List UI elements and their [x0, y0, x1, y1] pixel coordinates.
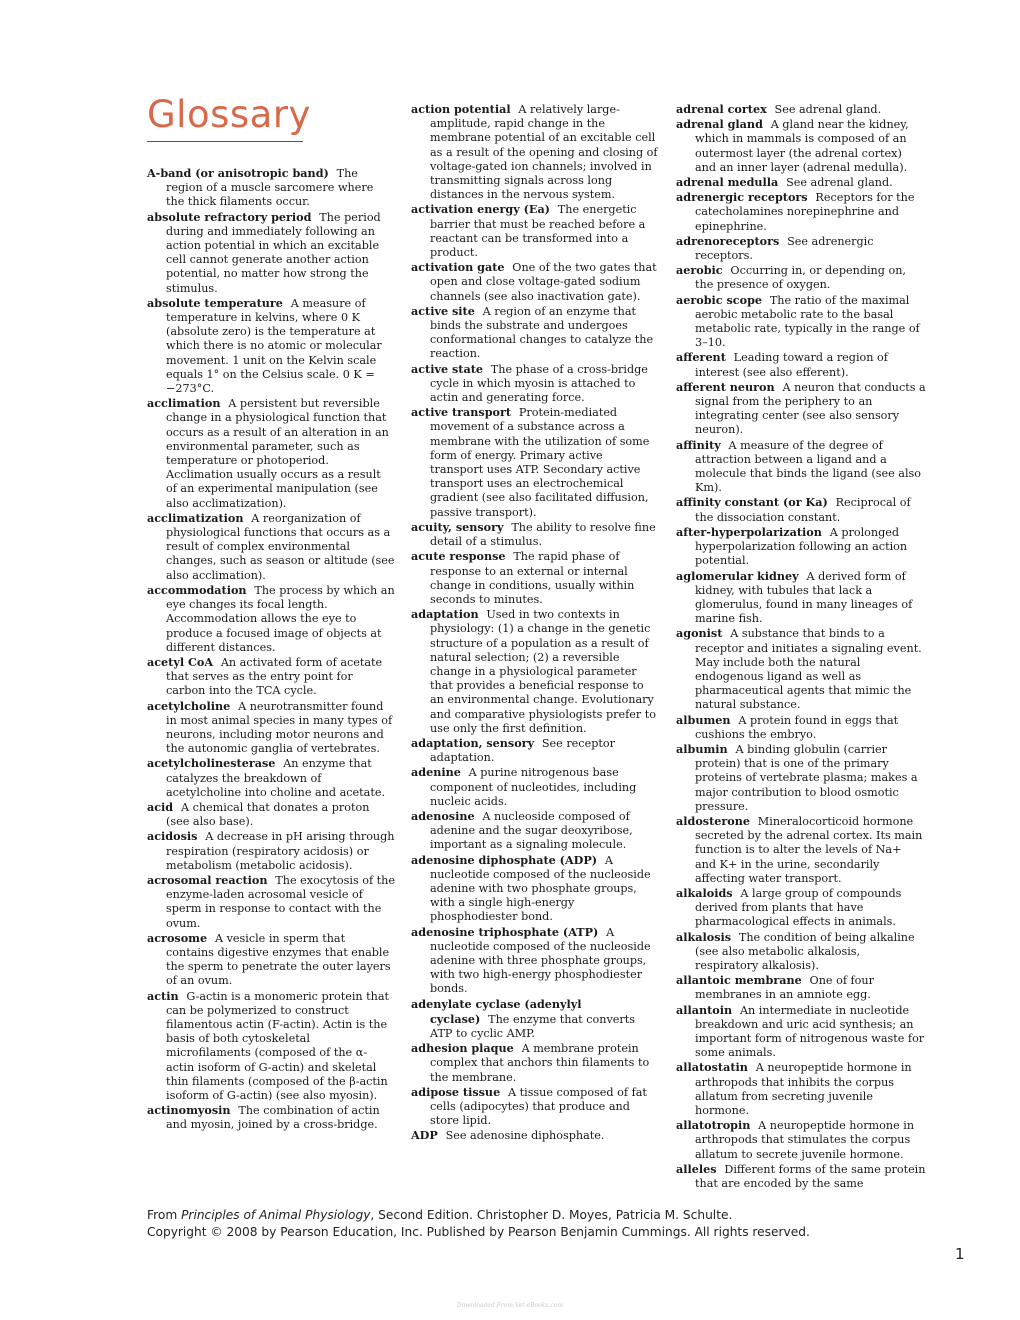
glossary-definition: One of the two gates that open and close voltage-gated sodium channels (see also inactivation gate).: [430, 261, 657, 303]
glossary-definition: An enzyme that catalyzes the breakdown of acetylcholine into choline and acetate.: [166, 757, 385, 799]
source-line: From Principles of Animal Physiology, Second Edition. Christopher D. Moyes, Patricia M. Schulte.: [147, 1208, 733, 1222]
glossary-definition: A binding globulin (carrier protein) that is one of the primary proteins of vertebrate plasma; makes a major contribution to blood osmotic pressure.: [695, 742, 918, 813]
glossary-entry: [411, 1128, 659, 1143]
glossary-definition: A persistent but reversible change in a physiological function that occurs as a result of an alteration in an environmental parameter, such as temperature or photoperiod. Acclimation usually occurs as a result of an experimental manipulation (see also acclimatization).: [166, 397, 389, 510]
glossary-term: adrenal medulla: [676, 175, 779, 190]
glossary-entry: [147, 583, 395, 655]
glossary-entry: [676, 293, 926, 351]
glossary-definition: A region of an enzyme that binds the substrate and undergoes conformational changes to catalyze the reaction.: [430, 304, 654, 361]
glossary-term: acclimatization: [147, 510, 244, 525]
glossary-entry: [676, 380, 926, 438]
glossary-definition: The region of a muscle sarcomere where the thick filaments occur.: [166, 167, 374, 209]
page-title: Glossary: [147, 93, 311, 136]
glossary-definition: The phase of a cross-bridge cycle in which myosin is attached to actin and generating force.: [430, 362, 648, 405]
glossary-entry: [411, 809, 659, 853]
glossary-entry: [411, 736, 659, 765]
glossary-term: affinity: [676, 437, 721, 452]
glossary-definition: See receptor adaptation.: [430, 736, 615, 765]
glossary-term: allatostatin: [676, 1060, 748, 1075]
glossary-term: alleles: [676, 1161, 717, 1176]
glossary-term: adenosine diphosphate (ADP): [411, 852, 598, 867]
glossary-term: acrosome: [147, 930, 208, 945]
page-number: 1: [955, 1245, 965, 1263]
glossary-entry: [676, 930, 926, 974]
glossary-entry: [676, 1060, 926, 1118]
glossary-term: adhesion plaque: [411, 1041, 514, 1056]
glossary-entry: [411, 1085, 659, 1129]
glossary-definition: A chemical that donates a proton (see also base).: [166, 800, 370, 829]
glossary-definition: A relatively large-amplitude, rapid change in the membrane potential of an excitable cell as a result of the opening and closing of voltage-gated ion channels; involved in transmitting signals across long distances in the nervous system.: [430, 103, 658, 202]
glossary-entry: [147, 1103, 395, 1132]
glossary-definition: A membrane protein complex that anchors thin filaments to the membrane.: [430, 1042, 650, 1084]
glossary-entry: [411, 925, 659, 997]
glossary-term: actin: [147, 988, 179, 1003]
glossary-definition: See adrenal gland.: [774, 103, 882, 116]
glossary-definition: Reciprocal of the dissociation constant.: [695, 496, 911, 524]
glossary-term: adaptation, sensory: [411, 735, 535, 750]
glossary-entry: [676, 117, 926, 175]
glossary-entry: [676, 973, 926, 1002]
glossary-term: ADP: [411, 1128, 438, 1143]
glossary-entry: [676, 102, 926, 117]
glossary-term: active site: [411, 303, 475, 318]
glossary-definition: The process by which an eye changes its focal length. Accommodation allows the eye to produce a focused image of objects at different distances.: [166, 583, 395, 654]
glossary-definition: A nucleoside composed of adenine and the sugar deoxyribose, important as a signaling molecule.: [430, 809, 633, 852]
glossary-term: action potential: [411, 102, 511, 116]
glossary-definition: The enzyme that converts ATP to cyclic AMP.: [430, 1012, 635, 1040]
glossary-entry: [676, 525, 926, 569]
glossary-entry: [676, 569, 926, 627]
glossary-definition: Used in two contexts in physiology: (1) a change in the genetic structure of a population as a result of natural selection; (2) a reversible change in a physiological parameter that provides a beneficial response to an environmental change. Evolutionary and comparative physiologists prefer to use only the first definition.: [430, 608, 656, 735]
glossary-term: allantoic membrane: [676, 973, 802, 988]
glossary-entry: [676, 742, 926, 814]
glossary-entry: [147, 396, 395, 511]
glossary-term: acidosis: [147, 829, 198, 844]
glossary-term: after-hyperpolarization: [676, 524, 822, 539]
glossary-term: adenine: [411, 765, 461, 780]
glossary-entry: [676, 814, 926, 886]
glossary-entry: [147, 166, 395, 210]
glossary-entry: [676, 350, 926, 379]
glossary-definition: A substance that binds to a receptor and initiates a signaling event. May include both the natural endogenous ligand as well as pharmaceutical agents that mimic the natural substance.: [695, 627, 922, 712]
glossary-column-2: [411, 102, 659, 1144]
glossary-definition: A purine nitrogenous base component of nucleotides, including nucleic acids.: [430, 766, 637, 808]
glossary-definition: A neuron that conducts a signal from the periphery to an integrating center (see also sensory neuron).: [695, 380, 926, 437]
glossary-term: acclimation: [147, 396, 221, 411]
glossary-entry: [411, 853, 659, 925]
glossary-term: adaptation: [411, 607, 479, 622]
glossary-term: afferent neuron: [676, 379, 775, 394]
glossary-term: afferent: [676, 350, 726, 365]
glossary-term: allantoin: [676, 1002, 733, 1017]
glossary-term: actinomyosin: [147, 1103, 231, 1118]
glossary-entry: [147, 873, 395, 931]
glossary-term: accommodation: [147, 582, 247, 597]
glossary-term: absolute temperature: [147, 295, 283, 310]
glossary-entry: [147, 655, 395, 699]
glossary-term: aglomerular kidney: [676, 568, 799, 583]
glossary-term: alkaloids: [676, 885, 733, 900]
glossary-term: albumin: [676, 741, 728, 756]
glossary-term: adenosine: [411, 808, 475, 823]
glossary-entry: [411, 520, 659, 549]
glossary-definition: A gland near the kidney, which in mammals is composed of an outermost layer (the adrenal cortex) and an inner layer (adrenal medulla).: [695, 118, 909, 174]
glossary-definition: A derived form of kidney, with tubules that lack a glomerulus, found in many lineages of marine fish.: [695, 569, 913, 626]
glossary-definition: Receptors for the catecholamines norepinephrine and epinephrine.: [695, 191, 915, 233]
glossary-term: absolute refractory period: [147, 209, 312, 224]
glossary-entry: [147, 931, 395, 989]
glossary-definition: A decrease in pH arising through respiration (respiratory acidosis) or metabolism (metabolic acidosis).: [166, 830, 395, 872]
glossary-definition: A vesicle in sperm that contains digestive enzymes that enable the sperm to penetrate the outer layers of an ovum.: [166, 931, 391, 988]
glossary-term: agonist: [676, 626, 723, 641]
glossary-definition: A nucleotide composed of the nucleoside adenine with three phosphate groups, with two high-energy phosphodiester bonds.: [430, 925, 651, 996]
book-title: Principles of Animal Physiology: [181, 1208, 371, 1222]
glossary-term: adrenergic receptors: [676, 190, 808, 205]
glossary-definition: A neuropeptide hormone in arthropods that stimulates the corpus allatum to secrete juvenile hormone.: [695, 1119, 915, 1161]
glossary-term: aerobic: [676, 263, 723, 278]
glossary-definition: A prolonged hyperpolarization following an action potential.: [695, 525, 908, 568]
glossary-term: adipose tissue: [411, 1084, 501, 1099]
glossary-entry: [147, 756, 395, 800]
title-underline: [147, 141, 303, 142]
glossary-term: aerobic scope: [676, 292, 763, 307]
glossary-definition: An activated form of acetate that serves as the entry point for carbon into the TCA cycle.: [166, 655, 383, 698]
glossary-entry: [676, 1162, 926, 1191]
download-watermark: Downloaded From Vet-eBooks.com: [456, 1302, 564, 1309]
glossary-definition: Occurring in, or depending on, the presence of oxygen.: [695, 264, 906, 292]
glossary-definition: The rapid phase of response to an external or internal change in conditions, usually within seconds to minutes.: [430, 550, 635, 606]
glossary-definition: A neuropeptide hormone in arthropods that inhibits the corpus allatum from secreting juvenile hormone.: [695, 1061, 912, 1118]
glossary-term: acid: [147, 799, 174, 814]
glossary-definition: The period during and immediately following an action potential in which an excitable cell cannot generate another action potential, no matter how strong the stimulus.: [166, 210, 381, 295]
glossary-definition: One of four membranes in an amniote egg.: [695, 974, 874, 1002]
glossary-definition: Protein-mediated movement of a substance across a membrane with the utilization of some form of energy. Primary active transport uses ATP. Secondary active transport uses an electrochemical gradient (see also facilitated diffusion, passive transport).: [430, 406, 650, 519]
glossary-entry: [147, 296, 395, 396]
glossary-entry: [676, 886, 926, 930]
glossary-entry: [676, 1118, 926, 1162]
glossary-term: adrenoreceptors: [676, 233, 780, 248]
glossary-entry: [411, 765, 659, 809]
glossary-column-1: [147, 166, 395, 1133]
glossary-definition: The energetic barrier that must be reached before a reactant can be transformed into a product.: [430, 203, 646, 260]
glossary-term: allatotropin: [676, 1118, 751, 1133]
glossary-term: active transport: [411, 405, 512, 420]
glossary-definition: A measure of the degree of attraction between a ligand and a molecule that binds the ligand (see also Km).: [695, 438, 922, 495]
glossary-term: alkalosis: [676, 929, 732, 944]
glossary-term: adenylate cyclase (adenylyl cyclase): [411, 996, 582, 1026]
glossary-definition: The ratio of the maximal aerobic metabolic rate to the basal metabolic rate, typically in the range of 3–10.: [695, 293, 920, 350]
source-credit: [147, 1207, 810, 1241]
glossary-definition: The condition of being alkaline (see also metabolic alkalosis, respiratory alkalosis).: [695, 930, 915, 972]
glossary-definition: A reorganization of physiological functions that occurs as a result of complex environmental changes, such as season or altitude (see also acclimation).: [166, 511, 395, 582]
glossary-term: activation gate: [411, 260, 505, 275]
glossary-term: albumen: [676, 712, 731, 727]
glossary-term: A-band (or anisotropic band): [147, 166, 329, 180]
glossary-term: aldosterone: [676, 813, 750, 828]
glossary-entry: [676, 626, 926, 712]
glossary-entry: [411, 405, 659, 520]
glossary-definition: Mineralocorticoid hormone secreted by the adrenal cortex. Its main function is to alter the levels of Na+ and K+ in the urine, secondarily affecting water transport.: [695, 814, 923, 885]
glossary-entry: [676, 234, 926, 263]
glossary-definition: A large group of compounds derived from plants that have pharmacological effects in animals.: [695, 886, 902, 929]
glossary-definition: G-actin is a monomeric protein that can be polymerized to construct filamentous actin (F-actin). Actin is the basis of both cytoskeletal microfilaments (composed of the α-actin isoform of G-actin) and skeletal thin filaments (composed of the β-actin isoform of G-actin) (see also myosin).: [166, 989, 390, 1102]
glossary-definition: Leading toward a region of interest (see also efferent).: [695, 351, 888, 379]
glossary-entry: [676, 438, 926, 496]
glossary-entry: [147, 800, 395, 829]
glossary-entry: [411, 607, 659, 736]
glossary-entry: [147, 210, 395, 296]
glossary-entry: [411, 202, 659, 260]
glossary-definition: The combination of actin and myosin, joined by a cross-bridge.: [166, 1104, 380, 1132]
glossary-term: acrosomal reaction: [147, 872, 268, 887]
glossary-column-3: [676, 102, 926, 1191]
glossary-definition: See adrenergic receptors.: [695, 234, 874, 263]
glossary-term: acetylcholinesterase: [147, 756, 276, 771]
glossary-entry: [676, 263, 926, 292]
glossary-entry: [676, 1003, 926, 1061]
glossary-entry: [411, 1041, 659, 1085]
glossary-entry: [676, 175, 926, 190]
glossary-entry: [411, 362, 659, 406]
glossary-definition: See adenosine diphosphate.: [445, 1129, 605, 1143]
glossary-entry: [411, 102, 659, 202]
glossary-definition: A tissue composed of fat cells (adipocytes) that produce and store lipid.: [430, 1085, 647, 1128]
glossary-definition: The ability to resolve fine detail of a stimulus.: [430, 520, 656, 549]
glossary-entry: [147, 511, 395, 583]
glossary-term: activation energy (Ea): [411, 202, 550, 217]
glossary-definition: Different forms of the same protein that are encoded by the same: [695, 1162, 926, 1191]
glossary-term: acetyl CoA: [147, 654, 214, 669]
glossary-term: adrenal gland: [676, 117, 763, 132]
copyright-line: Copyright © 2008 by Pearson Education, Inc. Published by Pearson Benjamin Cummings. All rights reserved.: [147, 1225, 810, 1239]
glossary-entry: [411, 304, 659, 362]
glossary-entry: [411, 260, 659, 304]
glossary-term: adrenal cortex: [676, 102, 767, 116]
glossary-definition: A neurotransmitter found in most animal species in many types of neurons, including motor neurons and the autonomic ganglia of vertebrates.: [166, 699, 393, 756]
glossary-definition: An intermediate in nucleotide breakdown and uric acid synthesis; an important form of nitrogenous waste for some animals.: [695, 1003, 925, 1060]
glossary-definition: A measure of temperature in kelvins, where 0 K (absolute zero) is the temperature at which there is no atomic or molecular movement. 1 unit on the Kelvin scale equals 1° on the Celsius scale. 0 K = −273°C.: [166, 296, 382, 396]
glossary-term: acuity, sensory: [411, 519, 504, 534]
glossary-entry: [147, 829, 395, 873]
glossary-term: acetylcholine: [147, 698, 231, 713]
glossary-definition: A nucleotide composed of the nucleoside adenine with two phosphate groups, with a single high-energy phosphodiester bond.: [430, 853, 651, 924]
glossary-entry: [411, 997, 659, 1042]
glossary-entry: [676, 713, 926, 742]
glossary-term: acute response: [411, 549, 506, 564]
glossary-definition: The exocytosis of the enzyme-laden acrosomal vesicle of sperm in response to contact with the ovum.: [166, 873, 395, 930]
glossary-definition: See adrenal gland.: [786, 176, 893, 190]
glossary-entry: [676, 495, 926, 524]
glossary-entry: [676, 190, 926, 234]
glossary-term: affinity constant (or Ka): [676, 495, 828, 510]
glossary-term: active state: [411, 361, 483, 376]
glossary-definition: A protein found in eggs that cushions the embryo.: [695, 713, 899, 741]
glossary-entry: [147, 989, 395, 1104]
glossary-entry: [147, 699, 395, 757]
glossary-term: adenosine triphosphate (ATP): [411, 924, 599, 939]
glossary-entry: [411, 549, 659, 607]
